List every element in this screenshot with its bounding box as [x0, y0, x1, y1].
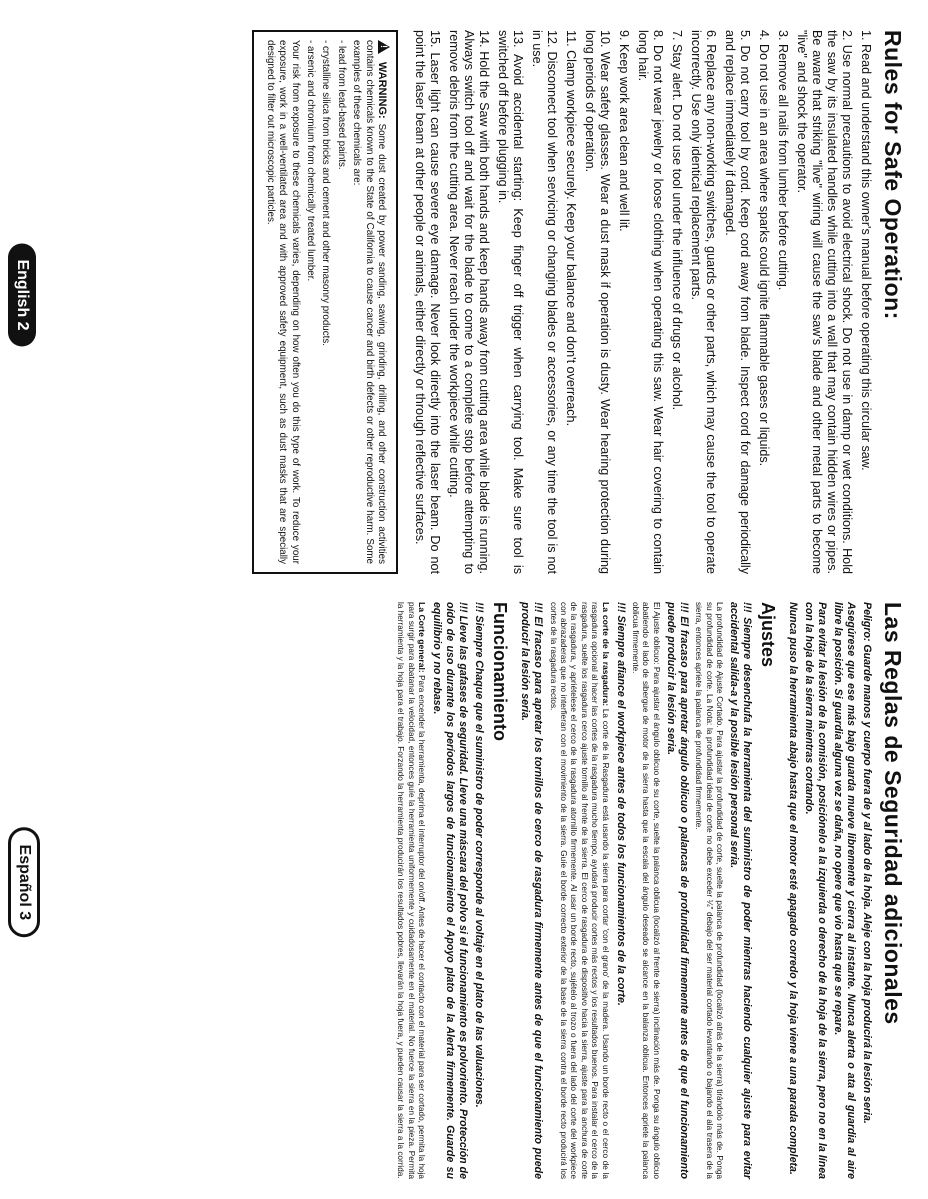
warning-triangle-icon: !	[378, 40, 390, 54]
rip-heading: La corte de la rasgadura:	[600, 602, 611, 707]
rule-item: 2. Use normal precautions to avoid electrical shock. Do not use in damp or wet conditions. Hold the saw by its insulated handles while cutting into a wall that may contain hidden wires or pipes. Be aware that striking "live" wiring will cause the saw's blade and other metal parts to become "live" and shock the operator.	[795, 30, 854, 574]
english-page	[0, 0, 928, 590]
warning-label: WARNING:	[376, 61, 388, 119]
intro-paragraph: Peligro: Guarde manos y cuerpo fuera de y al lado de la hoja. Aleje con la hoja producirá la lesión seria.	[861, 602, 873, 1124]
ajustes-bevel-warning: !!! El fracaso para apretar ángulo oblicuo o palancas de profundidad firmemente antes de que el funcionamiento puede producir la lesión seria.	[664, 602, 690, 1179]
funcionamiento-heading: Funcionamiento	[490, 602, 511, 741]
rule-item: 5. Do not carry tool by cord. Keep cord away from blade. Inspect cord for damage periodically and replace immediately if damaged.	[723, 30, 752, 574]
spanish-page	[0, 590, 928, 1199]
ajustes-secure: !!! Siempre afiance el workpiece antes de todos los funcionamientos de la corte.	[614, 602, 627, 1006]
rule-item: 14. Hold the Saw with both hands and keep hands away from cutting area while blade is running. Always switch tool off and wait for the blade to come to a complete stop before attempting to remove debris from the cutting area. Never reach under the workpiece while cutting.	[447, 30, 491, 574]
warning-item: - crystalline silica from bricks and cement and other masonry products.	[320, 40, 332, 346]
spanish-title: Las Reglas de Seguridad adicionales	[880, 602, 906, 1025]
ajustes-heading: Ajustes	[758, 602, 778, 668]
spanish-page-label: Español 3	[8, 828, 40, 938]
rule-item: 6. Replace any non-working switches, guards or other parts, which may cause the tool to operate incorrectly. Use only identical replacement parts.	[689, 30, 718, 574]
warning-box	[252, 30, 398, 574]
warning-footer: Your risk from exposure to these chemicals varies, depending on how often you do this type of work. To reduce your exposure, work in a well-ventilated area and with approved safety equipment, such as dust masks that are specially designed to filter out microscopic particles.	[264, 40, 301, 564]
rip-warning: !!! El fracaso para apretar los tornillos de cerco de rasgadura firmemente antes de que el funcionamiento puede producir la lesión seria.	[519, 602, 545, 1179]
rule-item: 10. Wear safety glasses. Wear a dust mask if operation is dusty. Wear hearing protection during long periods of operation.	[583, 30, 612, 574]
rule-item: 9. Keep work area clean and well lit.	[617, 30, 631, 232]
func-warning: !!! Lleve las gafases de seguridad. Lleve una máscara del polvo si el funcionamiento es polvoriento. Protección de oído de uso durante los períodos largos de funcionamiento el Apoyo plato de la Alerta firmemente. Guarde su equilibrio y no rebase.	[431, 602, 470, 1179]
rule-item: 4. Do not use in an area where sparks could ignite flammable gases or liquids.	[757, 30, 771, 467]
rule-item: 1. Read and understand this owner's manual before operating this circular saw.	[859, 30, 873, 471]
rule-item: 13. Avoid accidental starting: Keep finger off trigger when carrying tool. Make sure tool is switched off before plugging in.	[496, 30, 525, 574]
english-title: Rules for Safe Operation:	[880, 30, 906, 320]
rule-item: 12. Disconnect tool when servicing or changing blades or accessories, or any time the tool is not in use.	[530, 30, 559, 574]
rule-item: 3. Remove all nails from lumber before cutting.	[776, 30, 790, 291]
rip-text: La corte de la Rasgadura está usando la sierra para cortar 'con el grano' de la madera. Usando un borde recto o el cerco de la rasgadura opcional al hacer las cortes de la rasgadura mucho tiempo, ayudará producir cortes más rectos y los resultados buenos. Para instalar el cerco de la rasgadura, suelte los rasgadura cerco ajuste tornillo al frente de la sierra. El cerco de rasgadura de dispositivo hacia la sierra, ajuste para la anchura de corte de la rasgadura, y apriételese el cerco de la rasgadura atornillo firmemente. Al usar un borde recto, sujételo al trozo o fuera del lado del corte del workpiece con abrazaderas que no interfieran con el movimiento de la sierra. Guíe el borde correcto exterior de la base de la sierra contra el borde recto producirá los cortes de la rasgadura rectos.	[548, 602, 610, 1179]
intro-paragraph: Nunca puso la herramienta abajo hasta que el motor esté apagado corredo y la hoja viene a una parada completa.	[787, 602, 799, 1175]
english-page-label: English 2	[8, 243, 36, 346]
func-warning: !!! Siempre Chaque que el suministro de poder corresponde al voltaje en el plato de las valuaciones.	[473, 602, 486, 1108]
ajustes-depth: La profundidad de Ajuste Cortado. Para ajustar la profundidad de corte, suelte la palanca de profundidad (localizó atrás de la sierra) tirándolo más de. Ponga su profundidad de corte. La Nota: la profundidad ideal de corte no debe exceder ¼" debajo del ser material cortado levantando o bajando el ala trasera de la sierra, entonces apriete la palanca de profundidad firmemente.	[694, 602, 724, 1179]
func-general-label: La Corte general:	[417, 602, 428, 673]
ajustes-bevel: El Ajuste oblicuo: Para ajustar el ángulo oblicuo de su corte, suelte la palanca oblicua (localizó al frente de sierra) inclinación más de. Ponga su ángulo oblicuo abatiendo el lado de sibergue de motor de la sierra hasta que la escala del ángulo deseado se alcance en la balanza oblicua. Entonces apriete la palanca oblicua firmemente.	[630, 602, 661, 1179]
intro-paragraph: Para evitar la lesión de la comisión, posiciónelo a la izquierda o derecho de la hoja de la sierra, pero no en la línea con la hoja de la sierra mientras cortando.	[803, 602, 828, 1179]
rule-item: 11. Clamp workpiece securely. Keep your balance and don't overreach.	[564, 30, 578, 427]
warning-text: Some dust created by power sanding, sawing, grinding, drilling, and other construction activities contains chemicals known to the State of California to cause cancer and birth defects or other reproductive harm. Some examples of these chemicals are:	[351, 40, 387, 564]
warning-item: - lead from lead-based paints.	[335, 40, 347, 170]
rule-item: 8. Do not wear jewelry or loose clothing when operating this saw. Wear hair covering to contain long hair.	[636, 30, 665, 574]
rule-item: 7. Stay alert. Do not use tool under the influence of drugs or alcohol.	[670, 30, 684, 411]
ajustes-warning: !!! Siempre desenchufa la herramienta del suministro de poder mientras haciendo cualquier ajuste para evitar accidental salida-a y la posible lesión personal seria.	[728, 602, 753, 1179]
rule-item: 15. Laser light can cause severe eye damage. Never look directly into the laser beam. Do not point the laser beam at other people or animals, either directly or through reflective surfaces.	[413, 30, 442, 574]
intro-paragraph: Asegúrese que ese más bajo guarda mueve libremente y cierra al instante. Nunca alerta o ata al guardia al aire libre la posición. Si guardia alguna vez se daña, no opere que vio hasta que se repare.	[832, 602, 857, 1179]
func-general-text: Para encender la herramienta, deprima el interruptor del on/off. Antes de hacer el contacto con el material para ser cortado, permita la hoja para surgir para abatanar la velocidad, entonces guíe la herramienta uniformemente y cuidadosamente en el material. No fuerce la sierra en la pieza. Permita la herramienta y la hoja para el trabajo. Forzando la herramienta producirán los resultados pobres, llevarán la hoja fuera, y pueden causar la sierra a la corrida.	[396, 602, 427, 1179]
warning-item: - arsenic and chromium from chemically treated lumber.	[304, 40, 316, 282]
rules-list	[412, 30, 873, 574]
